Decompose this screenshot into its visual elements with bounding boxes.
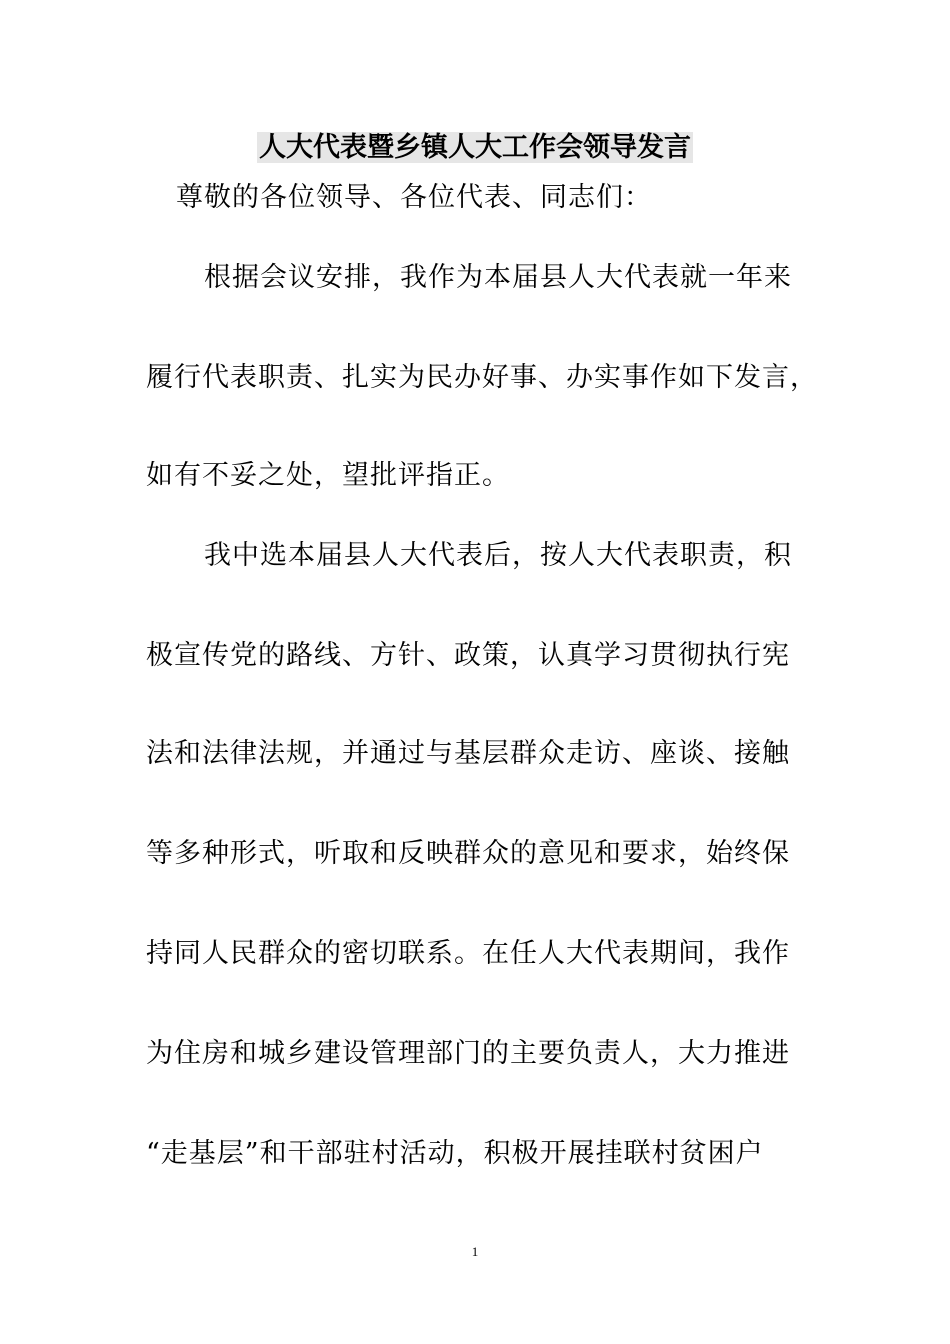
salutation: 尊敬的各位领导、各位代表、同志们： — [176, 182, 652, 213]
page-number: 1 — [471, 1244, 479, 1259]
paragraph-line: 持同人民群众的密切联系。在任人大代表期间，我作 — [146, 938, 790, 969]
paragraph-line: 法和法律法规，并通过与基层群众走访、座谈、接触 — [146, 738, 790, 769]
paragraph-line: 我中选本届县人大代表后，按人大代表职责，积 — [204, 540, 792, 571]
paragraph-line: 如有不妥之处，望批评指正。 — [146, 460, 510, 491]
document-title-text: 人大代表暨乡镇人大工作会领导发言 — [259, 132, 691, 163]
paragraph-line: 根据会议安排，我作为本届县人大代表就一年来 — [204, 262, 792, 293]
document-title — [0, 128, 950, 168]
paragraph-line: 极宣传党的路线、方针、政策，认真学习贯彻执行宪 — [146, 640, 790, 671]
paragraph-line: 履行代表职责、扎实为民办好事、办实事作如下发言， — [146, 362, 818, 393]
paragraph-line: 为住房和城乡建设管理部门的主要负责人，大力推进 — [146, 1038, 790, 1069]
paragraph-line: “走基层”和干部驻村活动，积极开展挂联村贫困户 — [146, 1138, 764, 1169]
paragraph-line: 等多种形式，听取和反映群众的意见和要求，始终保 — [146, 838, 790, 869]
